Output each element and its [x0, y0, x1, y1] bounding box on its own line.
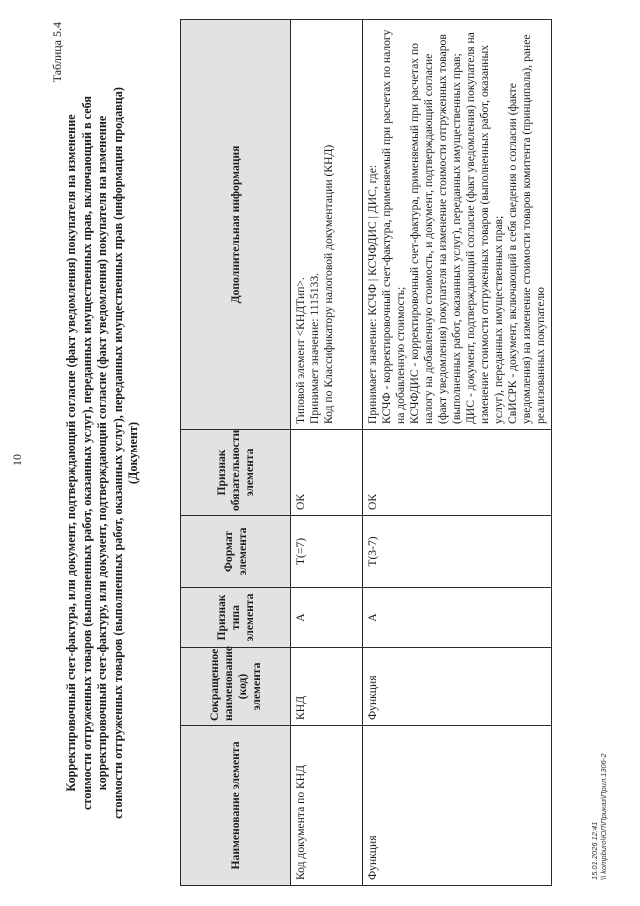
info-line: СвИСРК - документ, включающий в себя сведения о согласии (факте уведомления) на изменение стоимости товаров комитента (принципала), ранее реализованных покупателю: [506, 34, 547, 424]
print-footer: [590, 754, 608, 881]
info-line: Принимает значение: КСЧФ | КСЧФДИС | ДИС, где:: [366, 164, 379, 424]
info-line: ДИС - документ, подтверждающий согласие (факт уведомления) покупателя на изменение стоимости отгруженных товаров (выполненных работ, оказанных услуг), переданных имущественных прав;: [464, 32, 505, 424]
cell-element-format: Т(3-7): [363, 516, 552, 588]
footer-file-path: \\ kompburo\ЮЛ\Приказ\Прил.1306-2: [599, 753, 608, 880]
table-row: [363, 20, 552, 886]
cell-element-code: КНД: [291, 648, 363, 726]
title-line: (Документ): [126, 421, 140, 485]
cell-element-name: Функция: [363, 726, 552, 886]
cell-element-format: Т(=7): [291, 516, 363, 588]
cell-element-type: А: [291, 588, 363, 648]
cell-additional-info: [363, 20, 552, 430]
header-element-type: Признак типа элемента: [181, 588, 291, 648]
info-line: Типовой элемент <КНДТип>.: [294, 277, 307, 424]
cell-element-type: А: [363, 588, 552, 648]
cell-element-name: Код документа по КНД: [291, 726, 363, 886]
info-line: КСЧФ - корректировочный счет-фактура, применяемый при расчетах по налогу на добавленную стоимость;: [380, 29, 407, 424]
title-line: стоимости отгруженных товаров (выполненных работ, оказанных услуг), переданных имущественных прав (информация продавца): [110, 87, 125, 819]
header-element-format: Формат элемента: [181, 516, 291, 588]
header-element-name: Наименование элемента: [181, 726, 291, 886]
title-line: Корректировочный счет-фактура, или документ, подтверждающий согласие (факт уведомления) покупателя на изменение: [64, 114, 78, 792]
cell-additional-info: [291, 20, 363, 430]
table-number: Таблица 5.4: [50, 22, 64, 83]
header-additional-info: Дополнительная информация: [181, 20, 291, 430]
elements-table: [180, 19, 552, 886]
cell-element-code: Функция: [363, 648, 552, 726]
page-number: 10: [10, 454, 24, 466]
footer-timestamp: 15.01.2026 12:41: [590, 821, 599, 880]
info-line: Код по Классификатору налоговой документации (КНД): [322, 144, 335, 424]
table-header-row: [181, 20, 291, 886]
table-title: [64, 30, 142, 876]
title-line: стоимости отгруженных товаров (выполненных работ, оказанных услуг), переданных имущественных прав, включающий в себя: [79, 95, 94, 811]
header-element-required: Признак обязательности элемента: [181, 430, 291, 516]
table-row: [291, 20, 363, 886]
cell-element-required: ОК: [363, 430, 552, 516]
title-line: корректировочный счет-фактуру, или документ, подтверждающий согласие (факт уведомления) покупателя на изменение: [95, 115, 109, 791]
cell-element-required: ОК: [291, 430, 363, 516]
header-element-code: Сокращенное наименование (код) элемента: [181, 648, 291, 726]
info-line: КСЧФДИС - корректировочный счет-фактура, применяемый при расчетах по налогу на добавленную стоимость, и документ, подтверждающий согласие (факт уведомления) покупателя на изменение стоимости отгруженных товаров (выполненных работ, оказанных услуг), переданных имущественных прав;: [408, 34, 463, 424]
info-line: Принимает значение: 1115133.: [308, 272, 321, 424]
